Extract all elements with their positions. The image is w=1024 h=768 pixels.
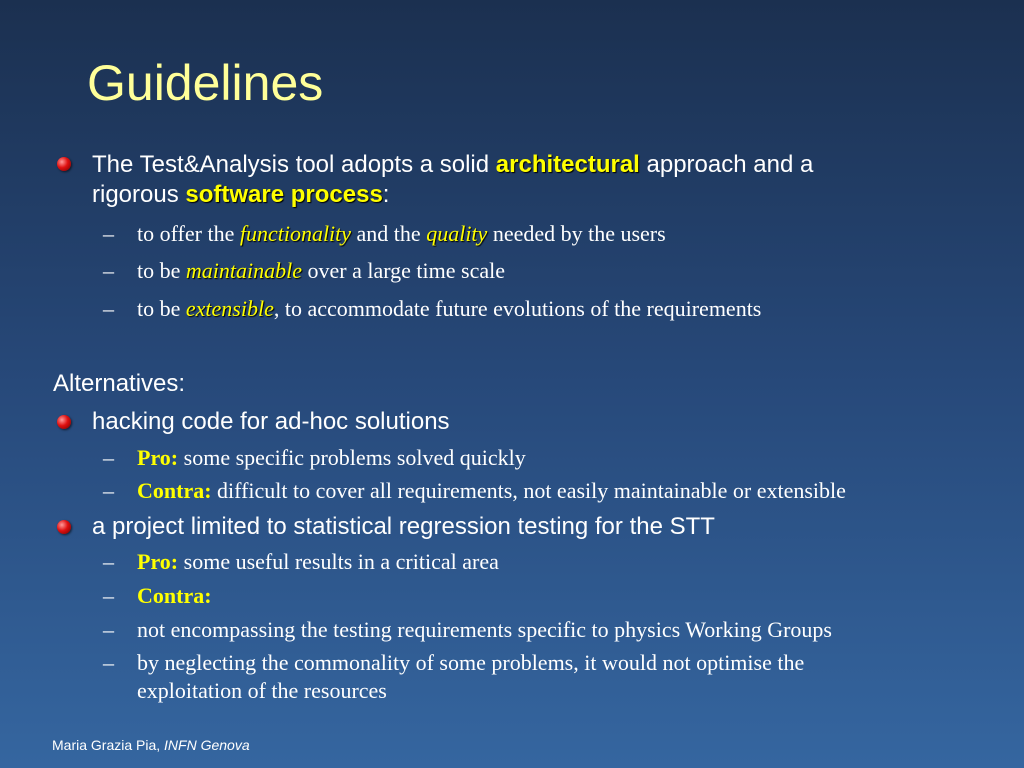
intro-text: rigorous — [92, 181, 186, 208]
dash-marker: – — [103, 296, 114, 321]
quality-highlight: quality — [426, 221, 488, 246]
alternatives-heading: Alternatives: — [53, 370, 186, 397]
dash-marker: – — [103, 583, 114, 608]
dash-marker: – — [103, 478, 114, 503]
sub-text: needed by the users — [487, 221, 666, 246]
sub-text: and the — [351, 221, 427, 246]
alternative-hacking: hacking code for ad-hoc solutions — [92, 408, 450, 435]
intro-text: The Test&Analysis tool adopts a solid — [92, 151, 496, 178]
extensible-highlight: extensible — [185, 296, 274, 321]
intro-line-1 — [92, 151, 813, 179]
sub-item-extensible — [137, 296, 761, 322]
pro-text: some specific problems solved quickly — [178, 445, 526, 470]
dash-marker: – — [103, 617, 114, 642]
footer-name: Maria Grazia Pia, — [52, 737, 165, 753]
alt2-contra-point-2: by neglecting the commonality of some problems, it would not optimise the — [137, 650, 805, 675]
pro-label: Pro: — [137, 549, 179, 574]
sub-item-maintainable — [137, 258, 505, 284]
contra-text: difficult to cover all requirements, not easily maintainable or extensible — [211, 478, 846, 503]
sub-text: over a large time scale — [302, 258, 505, 283]
dash-marker: – — [103, 549, 114, 574]
software-process-highlight: software process — [185, 181, 383, 208]
sub-text: to offer the — [137, 221, 240, 246]
intro-text: : — [382, 181, 390, 208]
contra-label: Contra: — [137, 583, 212, 608]
alt2-contra — [137, 583, 212, 609]
functionality-highlight: functionality — [239, 221, 352, 246]
dash-marker: – — [103, 221, 114, 246]
dash-marker: – — [103, 445, 114, 470]
pro-text: some useful results in a critical area — [178, 549, 499, 574]
sub-item-functionality — [137, 221, 666, 247]
sub-text: to be — [137, 258, 186, 283]
sub-text: , to accommodate future evolutions of the requirements — [273, 296, 762, 321]
dash-marker: – — [103, 258, 114, 283]
alt2-contra-point-1: not encompassing the testing requirements specific to physics Working Groups — [137, 617, 832, 642]
bullet-icon — [57, 157, 71, 171]
footer-org: INFN Genova — [164, 737, 250, 753]
alt2-contra-point-2-cont: exploitation of the resources — [137, 678, 387, 703]
intro-line-2 — [92, 181, 389, 209]
slide-title: Guidelines — [87, 55, 324, 111]
alt1-pro — [137, 445, 526, 471]
intro-text: approach and a — [639, 151, 814, 178]
alt1-contra — [137, 478, 846, 504]
footer-author — [52, 737, 250, 753]
maintainable-highlight: maintainable — [185, 258, 302, 283]
contra-label: Contra: — [137, 478, 212, 503]
bullet-icon — [57, 415, 71, 429]
bullet-icon — [57, 520, 71, 534]
architectural-highlight: architectural — [495, 151, 640, 178]
dash-marker: – — [103, 650, 114, 675]
alt2-pro — [137, 549, 499, 575]
sub-text: to be — [137, 296, 186, 321]
pro-label: Pro: — [137, 445, 179, 470]
alternative-regression: a project limited to statistical regression testing for the STT — [92, 513, 715, 540]
